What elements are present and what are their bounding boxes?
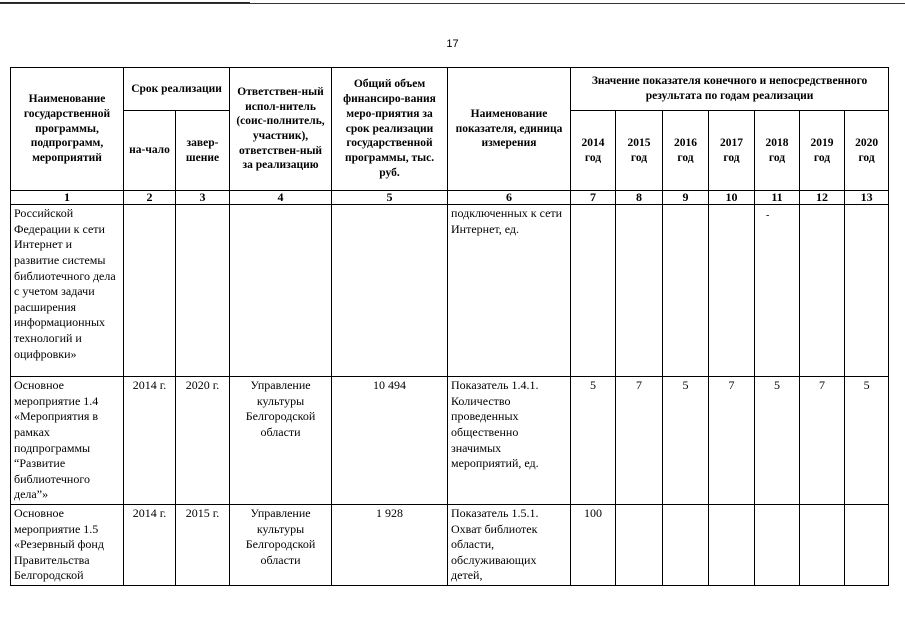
row-value: 5	[663, 377, 709, 505]
row-value	[755, 504, 800, 585]
row-value	[800, 504, 845, 585]
header-term: Срок реализации	[124, 68, 230, 111]
row-indicator: подключенных к сети Интернет, ед.	[448, 205, 571, 377]
row-value	[800, 205, 845, 377]
column-number: 10	[709, 191, 755, 205]
row-value	[663, 205, 709, 377]
row-start: 2014 г.	[124, 377, 176, 505]
header-year: 2019 год	[800, 111, 845, 191]
header-row-1	[11, 68, 889, 111]
row-funding: 10 494	[332, 377, 448, 505]
row-value: 7	[800, 377, 845, 505]
row-value: 7	[616, 377, 663, 505]
row-value	[709, 504, 755, 585]
column-number: 11	[755, 191, 800, 205]
row-value: 100	[571, 504, 616, 585]
row-value: 5	[571, 377, 616, 505]
table-row	[11, 377, 889, 505]
header-funding: Общий объем финансиро-вания меро-приятия за срок реализации государственной программы, тыс. руб.	[332, 68, 448, 191]
row-funding	[332, 205, 448, 377]
row-end	[176, 205, 230, 377]
column-number: 7	[571, 191, 616, 205]
row-value	[755, 205, 800, 377]
header-year: 2020 год	[845, 111, 889, 191]
column-number: 2	[124, 191, 176, 205]
header-year: 2018 год	[755, 111, 800, 191]
row-responsible: Управление культуры Белгородской области	[230, 504, 332, 585]
stray-mark: -	[766, 210, 770, 221]
column-number: 3	[176, 191, 230, 205]
row-value	[845, 205, 889, 377]
row-name: Основное мероприятие 1.5 «Резервный фонд Правительства Белгородской	[11, 504, 124, 585]
header-end: завер-шение	[176, 111, 230, 191]
row-end: 2015 г.	[176, 504, 230, 585]
column-number: 12	[800, 191, 845, 205]
row-start	[124, 205, 176, 377]
header-year: 2014 год	[571, 111, 616, 191]
row-value: 5	[755, 377, 800, 505]
row-name: Российской Федерации к сети Интернет и развитие системы библиотечного дела с учетом задачи расширения информационных технологий и оцифровки»	[11, 205, 124, 377]
header-responsible: Ответствен-ный испол-нитель (соис-полнитель, участник), ответствен-ный за реализацию	[230, 68, 332, 191]
row-value	[845, 504, 889, 585]
page-number: 17	[446, 38, 459, 50]
row-value	[616, 205, 663, 377]
column-number: 8	[616, 191, 663, 205]
column-number: 1	[11, 191, 124, 205]
row-name: Основное мероприятие 1.4 «Мероприятия в рамках подпрограммы “Развитие библиотечного дела”»	[11, 377, 124, 505]
column-number: 4	[230, 191, 332, 205]
row-value	[571, 205, 616, 377]
column-number: 9	[663, 191, 709, 205]
row-responsible: Управление культуры Белгородской области	[230, 377, 332, 505]
header-indicator: Наименование показателя, единица измерения	[448, 68, 571, 191]
row-indicator: Показатель 1.4.1. Количество проведенных общественно значимых мероприятий, ед.	[448, 377, 571, 505]
row-indicator: Показатель 1.5.1. Охват библиотек области, обслуживающих детей,	[448, 504, 571, 585]
program-table	[10, 67, 889, 586]
row-value: 5	[845, 377, 889, 505]
row-value	[616, 504, 663, 585]
row-value	[663, 504, 709, 585]
header-start: на-чало	[124, 111, 176, 191]
row-value: 7	[709, 377, 755, 505]
table-row	[11, 205, 889, 377]
row-funding: 1 928	[332, 504, 448, 585]
header-values: Значение показателя конечного и непосредственного результата по годам реализации	[571, 68, 889, 111]
header-year: 2015 год	[616, 111, 663, 191]
column-number-row	[11, 191, 889, 205]
column-number: 6	[448, 191, 571, 205]
column-number: 13	[845, 191, 889, 205]
header-year: 2017 год	[709, 111, 755, 191]
header-year: 2016 год	[663, 111, 709, 191]
column-number: 5	[332, 191, 448, 205]
row-start: 2014 г.	[124, 504, 176, 585]
header-name: Наименование государственной программы, подпрограмм, мероприятий	[11, 68, 124, 191]
top-rule	[0, 3, 905, 4]
row-responsible	[230, 205, 332, 377]
table-row	[11, 504, 889, 585]
row-end: 2020 г.	[176, 377, 230, 505]
row-value	[709, 205, 755, 377]
